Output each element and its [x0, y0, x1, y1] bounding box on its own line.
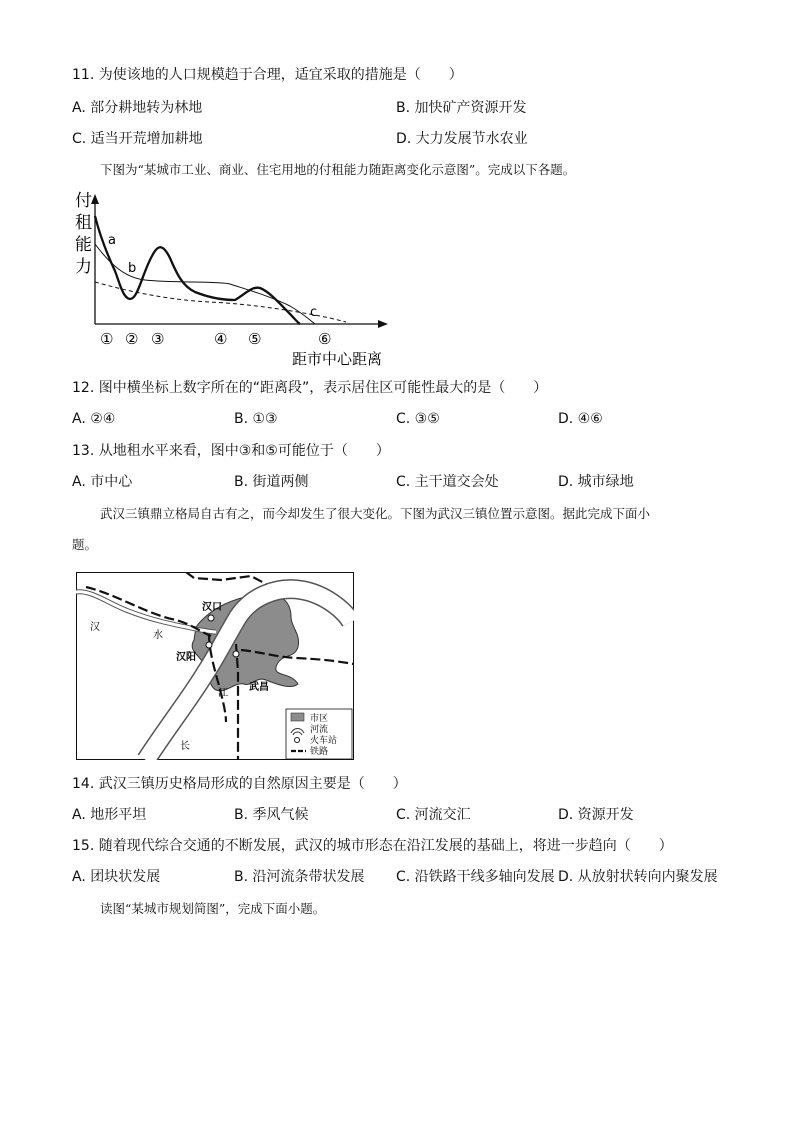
curve-label-b: b [128, 261, 137, 276]
y-label-char: 租 [75, 213, 92, 233]
curve-c [95, 282, 346, 322]
x-tick: ② [125, 330, 139, 348]
q12-option-b: B. ①③ [234, 411, 278, 427]
q13-option-b: B. 街道两侧 [234, 474, 309, 490]
river-char: 汉 [90, 622, 100, 633]
q15-option-d: D. 从放射状转向内聚发展 [558, 869, 718, 885]
q15-option-a: A. 团块状发展 [72, 869, 161, 885]
legend-station-swatch [295, 738, 300, 743]
q12-stem: 12. 图中横坐标上数字所在的“距离段”，表示居住区可能性最大的是（ ） [72, 380, 548, 396]
river-char: 水 [153, 630, 163, 641]
river-char: 江 [218, 688, 228, 699]
legend-urban-swatch [291, 713, 304, 721]
legend-river: 河流 [310, 725, 329, 735]
legend-station: 火车站 [310, 736, 338, 746]
q15-option-b: B. 沿河流条带状发展 [234, 869, 365, 885]
train-station [206, 642, 212, 648]
intro-wuhan-line1: 武汉三镇鼎立格局自古有之，而今却发生了很大变化。下图为武汉三镇位置示意图。据此完成下面小 [100, 506, 651, 521]
wuhan-map [76, 572, 354, 760]
river-char: 长 [180, 741, 190, 752]
q13-stem: 13. 从地租水平来看，图中③和⑤可能位于（ ） [72, 443, 390, 459]
train-station [233, 651, 239, 657]
q13-option-a: A. 市中心 [72, 474, 133, 490]
intro-rent-chart: 下图为“某城市工业、商业、住宅用地的付租能力随距离变化示意图”。完成以下各题。 [100, 162, 576, 177]
intro-city-plan: 读图“某城市规划简图”，完成下面小题。 [100, 901, 326, 916]
city-label-hankou: 汉口 [202, 602, 222, 613]
q11-option-d: D. 大力发展节水农业 [396, 131, 528, 147]
y-label-char: 力 [75, 257, 92, 277]
q14-stem: 14. 武汉三镇历史格局形成的自然原因主要是（ ） [72, 776, 407, 792]
x-tick: ① [100, 330, 114, 348]
intro-wuhan-line2: 题。 [72, 537, 98, 552]
q14-option-c: C. 河流交汇 [396, 807, 471, 823]
train-station [208, 615, 214, 621]
q12-option-c: C. ③⑤ [396, 411, 440, 427]
x-tick: ③ [151, 330, 165, 348]
y-label-char: 能 [75, 235, 92, 255]
legend-rail: 铁路 [310, 747, 329, 757]
q12-option-a: A. ②④ [72, 411, 116, 427]
rent-capacity-chart [70, 186, 400, 370]
x-tick: ④ [214, 330, 228, 348]
y-label-char: 付 [75, 191, 92, 211]
x-axis-arrow [378, 320, 388, 328]
city-label-hanyang: 汉阳 [176, 652, 196, 663]
q15-stem: 15. 随着现代综合交通的不断发展，武汉的城市形态在沿江发展的基础上，将进一步趋向（ ） [72, 838, 673, 854]
x-tick: ⑤ [248, 330, 262, 348]
curve-label-c: c [310, 305, 318, 320]
q14-option-b: B. 季风气候 [234, 807, 309, 823]
city-label-wuchang: 武昌 [249, 682, 269, 693]
q14-option-d: D. 资源开发 [558, 807, 634, 823]
q11-option-c: C. 适当开荒增加耕地 [72, 131, 203, 147]
legend-urban: 市区 [310, 714, 329, 724]
curve-label-a: a [108, 233, 116, 248]
q12-option-d: D. ④⑥ [558, 411, 603, 427]
q14-option-a: A. 地形平坦 [72, 807, 147, 823]
q13-option-d: D. 城市绿地 [558, 474, 634, 490]
q11-stem: 11. 为使该地的人口规模趋于合理，适宜采取的措施是（ ） [72, 67, 463, 83]
q11-option-a: A. 部分耕地转为林地 [72, 100, 203, 116]
x-tick: ⑥ [318, 330, 332, 348]
x-label: 距市中心距离 [292, 350, 383, 368]
curve-b [95, 244, 318, 324]
q11-option-b: B. 加快矿产资源开发 [396, 100, 527, 116]
y-axis-arrow [91, 194, 99, 204]
q13-option-c: C. 主干道交会处 [396, 474, 499, 490]
q15-option-c: C. 沿铁路干线多轴向发展 [396, 869, 555, 885]
